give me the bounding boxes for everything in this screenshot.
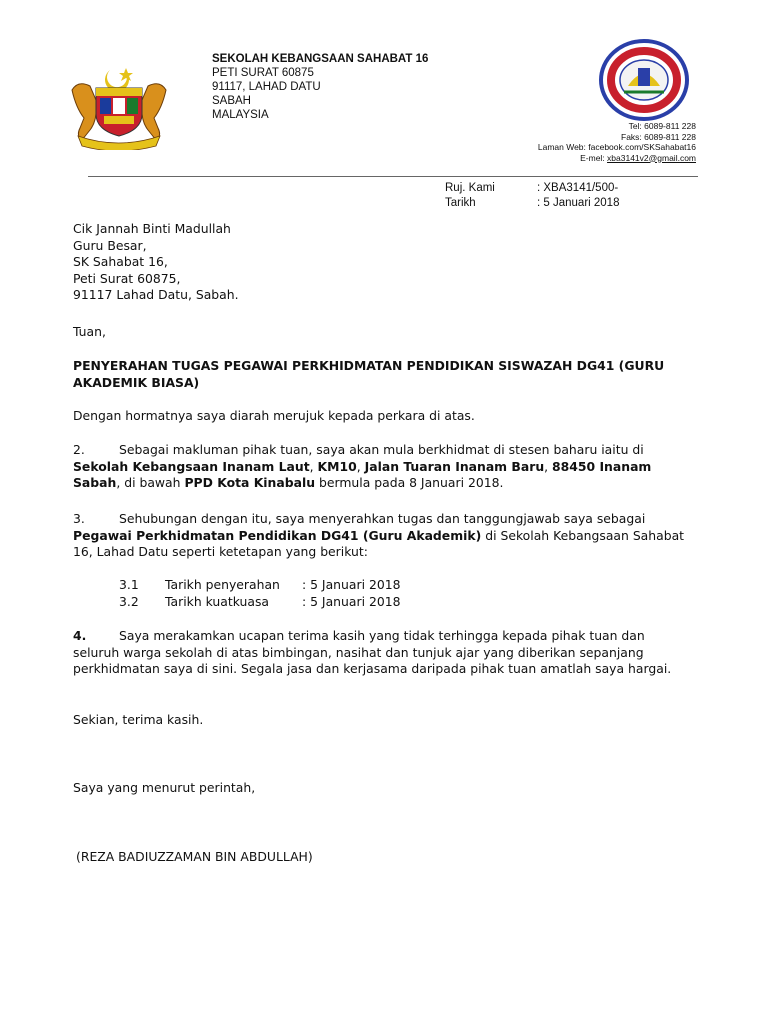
tel-text: Tel: 6089-811 228 — [628, 121, 696, 131]
coat-of-arms-logo — [64, 62, 174, 150]
para-text: bermula pada 8 Januari 2018. — [315, 475, 504, 490]
email-link[interactable]: xba3141v2@gmail.com — [607, 152, 696, 163]
km-bold: KM10 — [317, 458, 357, 474]
recipient-line: Peti Surat 60875, — [73, 270, 181, 286]
sign-off-text: Saya yang menurut perintah, — [73, 780, 256, 795]
para-text: , — [356, 458, 365, 474]
date-list — [73, 577, 693, 610]
recipient-line: SK Sahabat 16, — [73, 254, 168, 269]
recipient-address — [73, 221, 693, 304]
para-number: 4. — [73, 628, 87, 643]
item-value: : 5 Januari 2018 — [302, 593, 401, 609]
school-name-bold: Sekolah Kebangsaan Inanam Laut — [73, 458, 310, 474]
fax-text: Faks: 6089-811 228 — [621, 131, 696, 142]
ref-value: : XBA3141/500- — [537, 182, 619, 194]
recipient-line: 91117 Lahad Datu, Sabah. — [73, 287, 239, 302]
date-label: Tarikh — [445, 196, 476, 209]
email-label: E-mel: — [580, 152, 608, 163]
para-text: , di bawah — [116, 475, 185, 490]
ppd-bold: PPD Kota Kinabalu — [184, 475, 316, 490]
paragraph-2 — [73, 442, 693, 492]
item-number: 3.2 — [119, 593, 139, 609]
para-text: , — [309, 458, 318, 474]
address-line: MALAYSIA — [212, 109, 269, 121]
date-row — [445, 196, 619, 211]
para-text: Saya merakamkan ucapan terima kasih yang tidak terhingga kepada pihak tuan dan seluruh warga sekolah di atas bimbingan, nasihat dan tunjuk ajar yang diberikan sepanjang perkhidmatan saya di sini. Segala jasa dan kerjasama daripada pihak tuan amatlah saya hargai. — [73, 628, 672, 676]
item-number: 3.1 — [119, 577, 139, 592]
para-number: 2. — [73, 442, 85, 457]
reference-block — [445, 181, 619, 210]
list-item — [73, 594, 693, 611]
closing-text: Sekian, terima kasih. — [73, 712, 204, 727]
postcode-bold: 88450 Inanam Sabah — [73, 458, 652, 490]
paragraph-4 — [73, 628, 693, 678]
address-line: SABAH — [212, 95, 251, 107]
item-label: Tarikh kuatkuasa — [165, 593, 269, 609]
date-value: : 5 Januari 2018 — [537, 196, 620, 209]
recipient-line: Cik Jannah Binti Madullah — [73, 221, 231, 236]
email-line — [538, 153, 696, 164]
para-text: , — [544, 458, 553, 474]
item-label: Tarikh penyerahan — [165, 577, 280, 592]
item-value: : 5 Januari 2018 — [302, 577, 401, 592]
para-number: 3. — [73, 511, 85, 526]
header-divider — [88, 176, 698, 177]
recipient-line: Guru Besar, — [73, 237, 147, 253]
position-bold: Pegawai Perkhidmatan Pendidikan DG41 (Guru Akademik) — [73, 527, 482, 543]
school-name: SEKOLAH KEBANGSAAN SAHABAT 16 — [212, 53, 429, 65]
address-line: 91117, LAHAD DATU — [212, 81, 321, 93]
ref-row — [445, 181, 619, 196]
website-text: Laman Web: facebook.com/SKSahabat16 — [537, 142, 696, 152]
signatory-name: (REZA BADIUZZAMAN BIN ABDULLAH) — [76, 849, 313, 864]
paragraph-3 — [73, 511, 693, 561]
school-logo — [598, 38, 690, 122]
opening-paragraph: Dengan hormatnya saya diarah merujuk kepada perkara di atas. — [73, 408, 475, 423]
contact-info — [538, 121, 696, 163]
subject-line: PENYERAHAN TUGAS PEGAWAI PERKHIDMATAN PENDIDIKAN SISWAZAH DG41 (GURU AKADEMIK BIASA) — [73, 358, 665, 390]
list-item — [73, 577, 693, 594]
ref-label: Ruj. Kami — [445, 182, 495, 194]
para-text: di Sekolah Kebangsaan Sahabat 16, Lahad Datu seperti ketetapan yang berikut: — [73, 527, 685, 559]
address-line: PETI SURAT 60875 — [212, 67, 314, 79]
salutation: Tuan, — [73, 324, 106, 339]
school-letterhead — [212, 52, 428, 122]
para-text: Sebagai makluman pihak tuan, saya akan mula berkhidmat di stesen baharu iaitu di — [119, 442, 644, 457]
road-bold: Jalan Tuaran Inanam Baru — [364, 458, 545, 474]
para-text: Sehubungan dengan itu, saya menyerahkan tugas dan tanggungjawab saya sebagai — [119, 511, 646, 526]
